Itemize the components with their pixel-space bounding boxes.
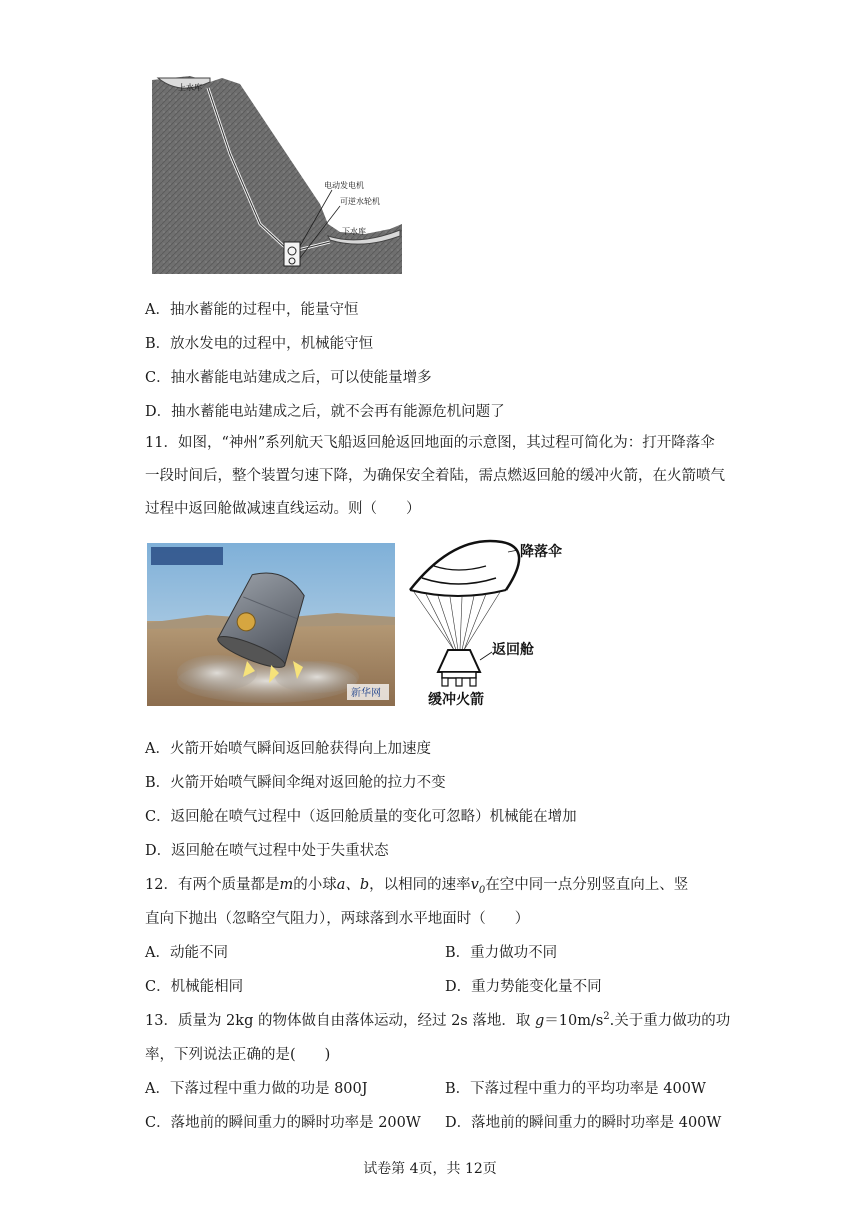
q13-option-c: C．落地前的瞬间重力的瞬时功率是 200W (145, 1115, 421, 1131)
q12-option-c: C．机械能相同 (145, 979, 244, 995)
q12-stem-line1: 12．有两个质量都是m的小球a、b，以相同的速率$v_0$在空中同一点分别竖直向上、竖 (145, 877, 689, 896)
q13-option-b: B．下落过程中重力的平均功率是 400W (445, 1081, 706, 1097)
pumped-storage-figure (150, 74, 402, 274)
q13-stem-line2: 率，下列说法正确的是( ) (145, 1047, 331, 1063)
q13-option-d: D．落地前的瞬间重力的瞬时功率是 400W (445, 1115, 722, 1131)
capsule-landing-photo (147, 543, 395, 706)
page-footer: 试卷第 4页，共 12页 (363, 1161, 497, 1177)
q10-option-a: A．抽水蓄能的过程中，能量守恒 (145, 302, 359, 318)
q10-option-b: B．放水发电的过程中，机械能守恒 (145, 336, 374, 352)
q13-option-a: A．下落过程中重力做的功是 800J (145, 1081, 368, 1097)
q10-option-c: C．抽水蓄能电站建成之后，可以使能量增多 (145, 370, 432, 386)
label-upper-reservoir: 上水库 (178, 83, 202, 92)
label-buffer-rocket: 缓冲火箭 (428, 692, 484, 708)
label-motor-generator: 电动发电机 (324, 181, 364, 190)
q11-option-a: A．火箭开始喷气瞬间返回舱获得向上加速度 (145, 741, 431, 757)
q12-option-a: A．动能不同 (145, 945, 228, 961)
label-lower-reservoir: 下水库 (342, 227, 366, 236)
parachute-diagram (404, 538, 564, 708)
q13-stem-line1: 13．质量为 2kg 的物体做自由落体运动，经过 2s 落地．取 $g=10m/s^2$.关于重力做功的功 (145, 1011, 731, 1029)
q11-option-d: D．返回舱在喷气过程中处于失重状态 (145, 843, 389, 859)
q12-stem-line2: 直向下抛出（忽略空气阻力），两球落到水平地面时（ ） (145, 911, 530, 927)
xinhua-logo: 新华网 (351, 688, 381, 699)
q11-option-c: C．返回舱在喷气过程中（返回舱质量的变化可忽略）机械能在增加 (145, 809, 577, 825)
q11-stem: 11．如图，“神州”系列航天飞船返回舱返回地面的示意图，其过程可简化为：打开降落伞一段时间后，整个装置匀速下降，为确保安全着陆，需点燃返回舱的缓冲火箭，在火箭喷气过程中返回舱做减速直线运动。则（ ） (145, 435, 725, 517)
q11-option-b: B．火箭开始喷气瞬间伞绳对返回舱的拉力不变 (145, 775, 446, 791)
q12-option-d: D．重力势能变化量不同 (445, 979, 602, 995)
label-parachute: 降落伞 (520, 544, 562, 560)
q12-option-b: B．重力做功不同 (445, 945, 558, 961)
label-reversible-turbine: 可逆水轮机 (340, 197, 380, 206)
q10-option-d: D．抽水蓄能电站建成之后，就不会再有能源危机问题了 (145, 404, 505, 420)
label-capsule: 返回舱 (492, 642, 534, 658)
